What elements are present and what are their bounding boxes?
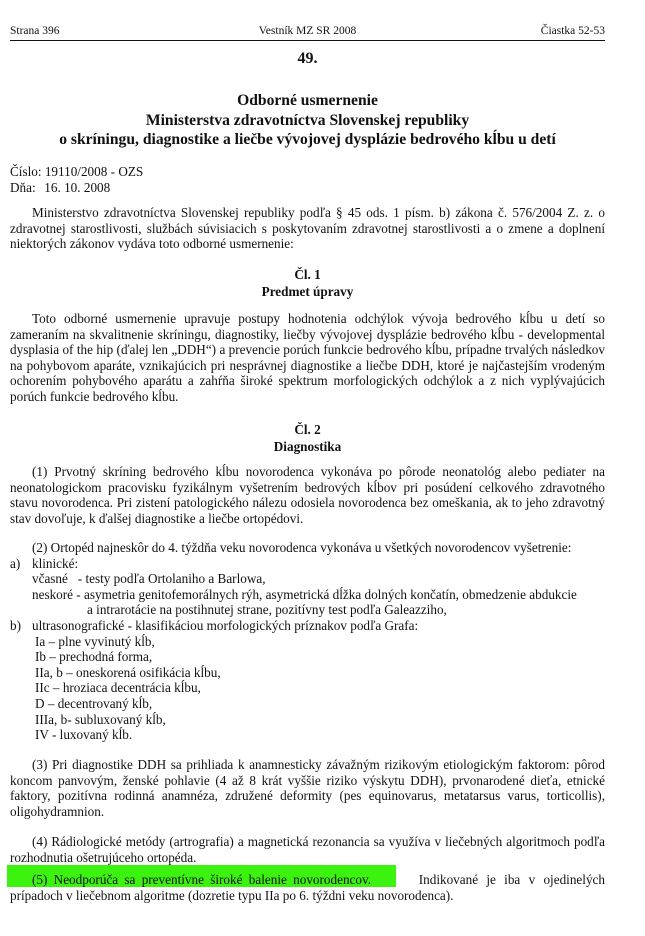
article-1-title: Predmet úpravy [261,283,354,299]
page-number: Strana 396 [10,25,60,37]
title-line-1: Odborné usmernenie [237,92,378,109]
graf-item: IIa, b – oneskorená osifikácia kĺbu, [35,664,221,680]
article-2-paragraph-2 [10,540,605,743]
article-2-paragraph-4: (4) Rádiologické metódy (artrografia) a magnetická rezonancia sa využíva v liečebných algoritmoch podľa rozhodnutia ošetrujúceho ortopéda. [10,834,605,865]
article-1-heading [10,267,605,300]
title-line-2: Ministerstva zdravotníctva Slovenskej republiky [145,111,470,129]
document-number: 49. [297,50,318,67]
item-a-late: neskoré - asymetria genitofemorálnych rýh, asymetrická dĺžka dolných končatín, obmedzenie abdukcie [32,586,577,602]
article-2-paragraph-3: (3) Pri diagnostike DDH sa prihliada k anamnesticky závažným rizikovým etiologickým faktorom: pôrod koncom panvovým, ženské pohlavie (4 až 8 krát vyššie riziko výskytu DDH), prvonarodené dieťa, etnické faktory, pozitívna rodinná anamnéza, združené deformity (pes equinovarus, metatarsus varus, torticollis), oligohydramnion. [10,757,605,819]
article-1-paragraph: Toto odborné usmernenie upravuje postupy hodnotenia odchýlok vývoja bedrového kĺbu u detí so zameraním na skvalitnenie skríningu, diagnostiky, liečby vývojovej dysplázie bedrového kĺbu - developmental dysplasia of the hip (ďalej len „DDH“) a prevencie porúch funkcie bedrového kĺbu, prípadne trvalých následkov na pohybovom aparáte, vznikajúcich pri nesprávnej diagnostike a liečbe DDH, ktoré je najčastejším vrodeným ochorením pohybového aparátu a zahŕňa široké spektrum morfologických odchýlok a z nich vyplývajúcich porúch funkcie bedrového kĺbu. [10,311,605,404]
item-a-late-cont: a intrarotácie na postihnutej strane, pozitívny test podľa Galeazziho, [87,602,447,618]
graf-classification-list [10,634,605,743]
cislo-label: Číslo: [10,164,42,179]
document-title [10,91,605,150]
paragraph-2-intro: (2) Ortopéd najneskôr do 4. týždňa veku novorodenca vykonáva u všetkých novorodencov vyšetrenie: [32,540,572,555]
graf-item: Ib – prechodná forma, [35,649,153,665]
graf-item: D – decentrovaný kĺb, [35,695,153,711]
journal-title: Vestník MZ SR 2008 [258,25,357,37]
item-b-text: ultrasonografické - klasifikáciou morfologických príznakov podľa Grafa: [32,617,419,633]
page-header [10,25,605,41]
paragraph-5-line-2: prípadoch v liečebnom algoritme (dozretie typu IIa po 6. týždni veku novorodenca). [10,887,454,903]
dna-value: 16. 10. 2008 [44,179,111,195]
item-b-label: b) [10,617,21,633]
dna-label: Dňa: [10,179,36,195]
highlighted-sentence: (5) Neodporúča sa preventívne široké balenie novorodencov. [32,872,372,887]
article-2-heading [10,422,605,455]
cislo-value: 19110/2008 - OZS [44,164,144,179]
item-a-label: a) [10,555,21,571]
document-meta [10,164,143,195]
item-a-text: klinické: [32,555,79,571]
article-2-title: Diagnostika [273,438,342,454]
title-line-3: o skríningu, diagnostike a liečbe vývojovej dysplázie bedrového kĺbu u detí [59,131,556,148]
article-2-number: Čl. 2 [294,422,321,437]
graf-item: Ia – plne vyvinutý kĺb, [35,633,155,649]
graf-item: IV - luxovaný kĺb. [35,727,133,743]
item-a-early: včasné - testy podľa Ortolaniho a Barlowa, [32,571,266,587]
graf-item: IIc – hroziaca decentrácia kĺbu, [35,680,201,696]
article-1-number: Čl. 1 [294,267,321,282]
article-2-paragraph-5 [10,872,605,903]
article-2-paragraph-1: (1) Prvotný skríning bedrového kĺbu novorodenca vykonáva po pôrode neonatológ alebo pediater na neonatologickom pracovisku fyzikálnym vyšetrením bedrových kĺbov pri posúdení celkového zdravotného stavu novorodenca. Pri zistení patologického nálezu odosiela novorodenca bez omeškania, ak to jeho zdravotný stav dovoľuje, k ďalšej diagnostike a liečbe ortopédovi. [10,464,605,526]
issue-number: Čiastka 52-53 [540,25,605,37]
graf-item: IIIa, b- subluxovaný kĺb, [35,711,166,727]
intro-paragraph: Ministerstvo zdravotníctva Slovenskej republiky podľa § 45 ods. 1 písm. b) zákona č. 576/2004 Z. z. o zdravotnej starostlivosti, službách súvisiacich s poskytovaním zdravotnej starostlivosti a o zmene a doplnení niektorých zákonov vydáva toto odborné usmernenie: [10,205,605,252]
paragraph-5-rest: Indikované je iba v ojedinelých [418,872,605,887]
